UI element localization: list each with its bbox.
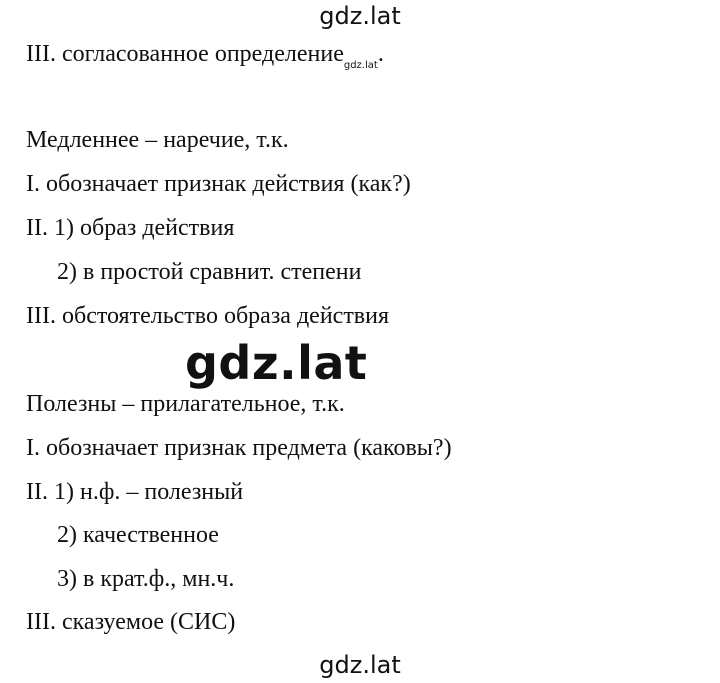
- watermark-center: gdz.lat: [185, 336, 368, 390]
- watermark-top: gdz.lat: [319, 2, 401, 30]
- text-line-7: Полезны – прилагательное, т.к.: [26, 391, 345, 417]
- text-line-1: [26, 40, 384, 73]
- watermark-bottom: gdz.lat: [319, 651, 401, 679]
- text-line-1-end: .: [377, 41, 384, 67]
- text-line-11: 3) в крат.ф., мн.ч.: [57, 566, 235, 592]
- text-line-5: 2) в простой сравнит. степени: [57, 259, 362, 285]
- text-line-3: I. обозначает признак действия (как?): [26, 171, 411, 197]
- watermark-inline: gdz.lat: [343, 60, 378, 71]
- text-line-10: 2) качественное: [57, 522, 219, 548]
- text-line-12: III. сказуемое (СИС): [26, 609, 236, 635]
- text-line-8: I. обозначает признак предмета (каковы?): [26, 435, 452, 461]
- text-line-6: III. обстоятельство образа действия: [26, 303, 390, 329]
- text-line-1-content: III. согласованное определение: [26, 41, 344, 67]
- text-line-9: II. 1) н.ф. – полезный: [26, 479, 244, 505]
- text-line-4: II. 1) образ действия: [26, 215, 235, 241]
- text-line-2: Медленнее – наречие, т.к.: [26, 127, 289, 153]
